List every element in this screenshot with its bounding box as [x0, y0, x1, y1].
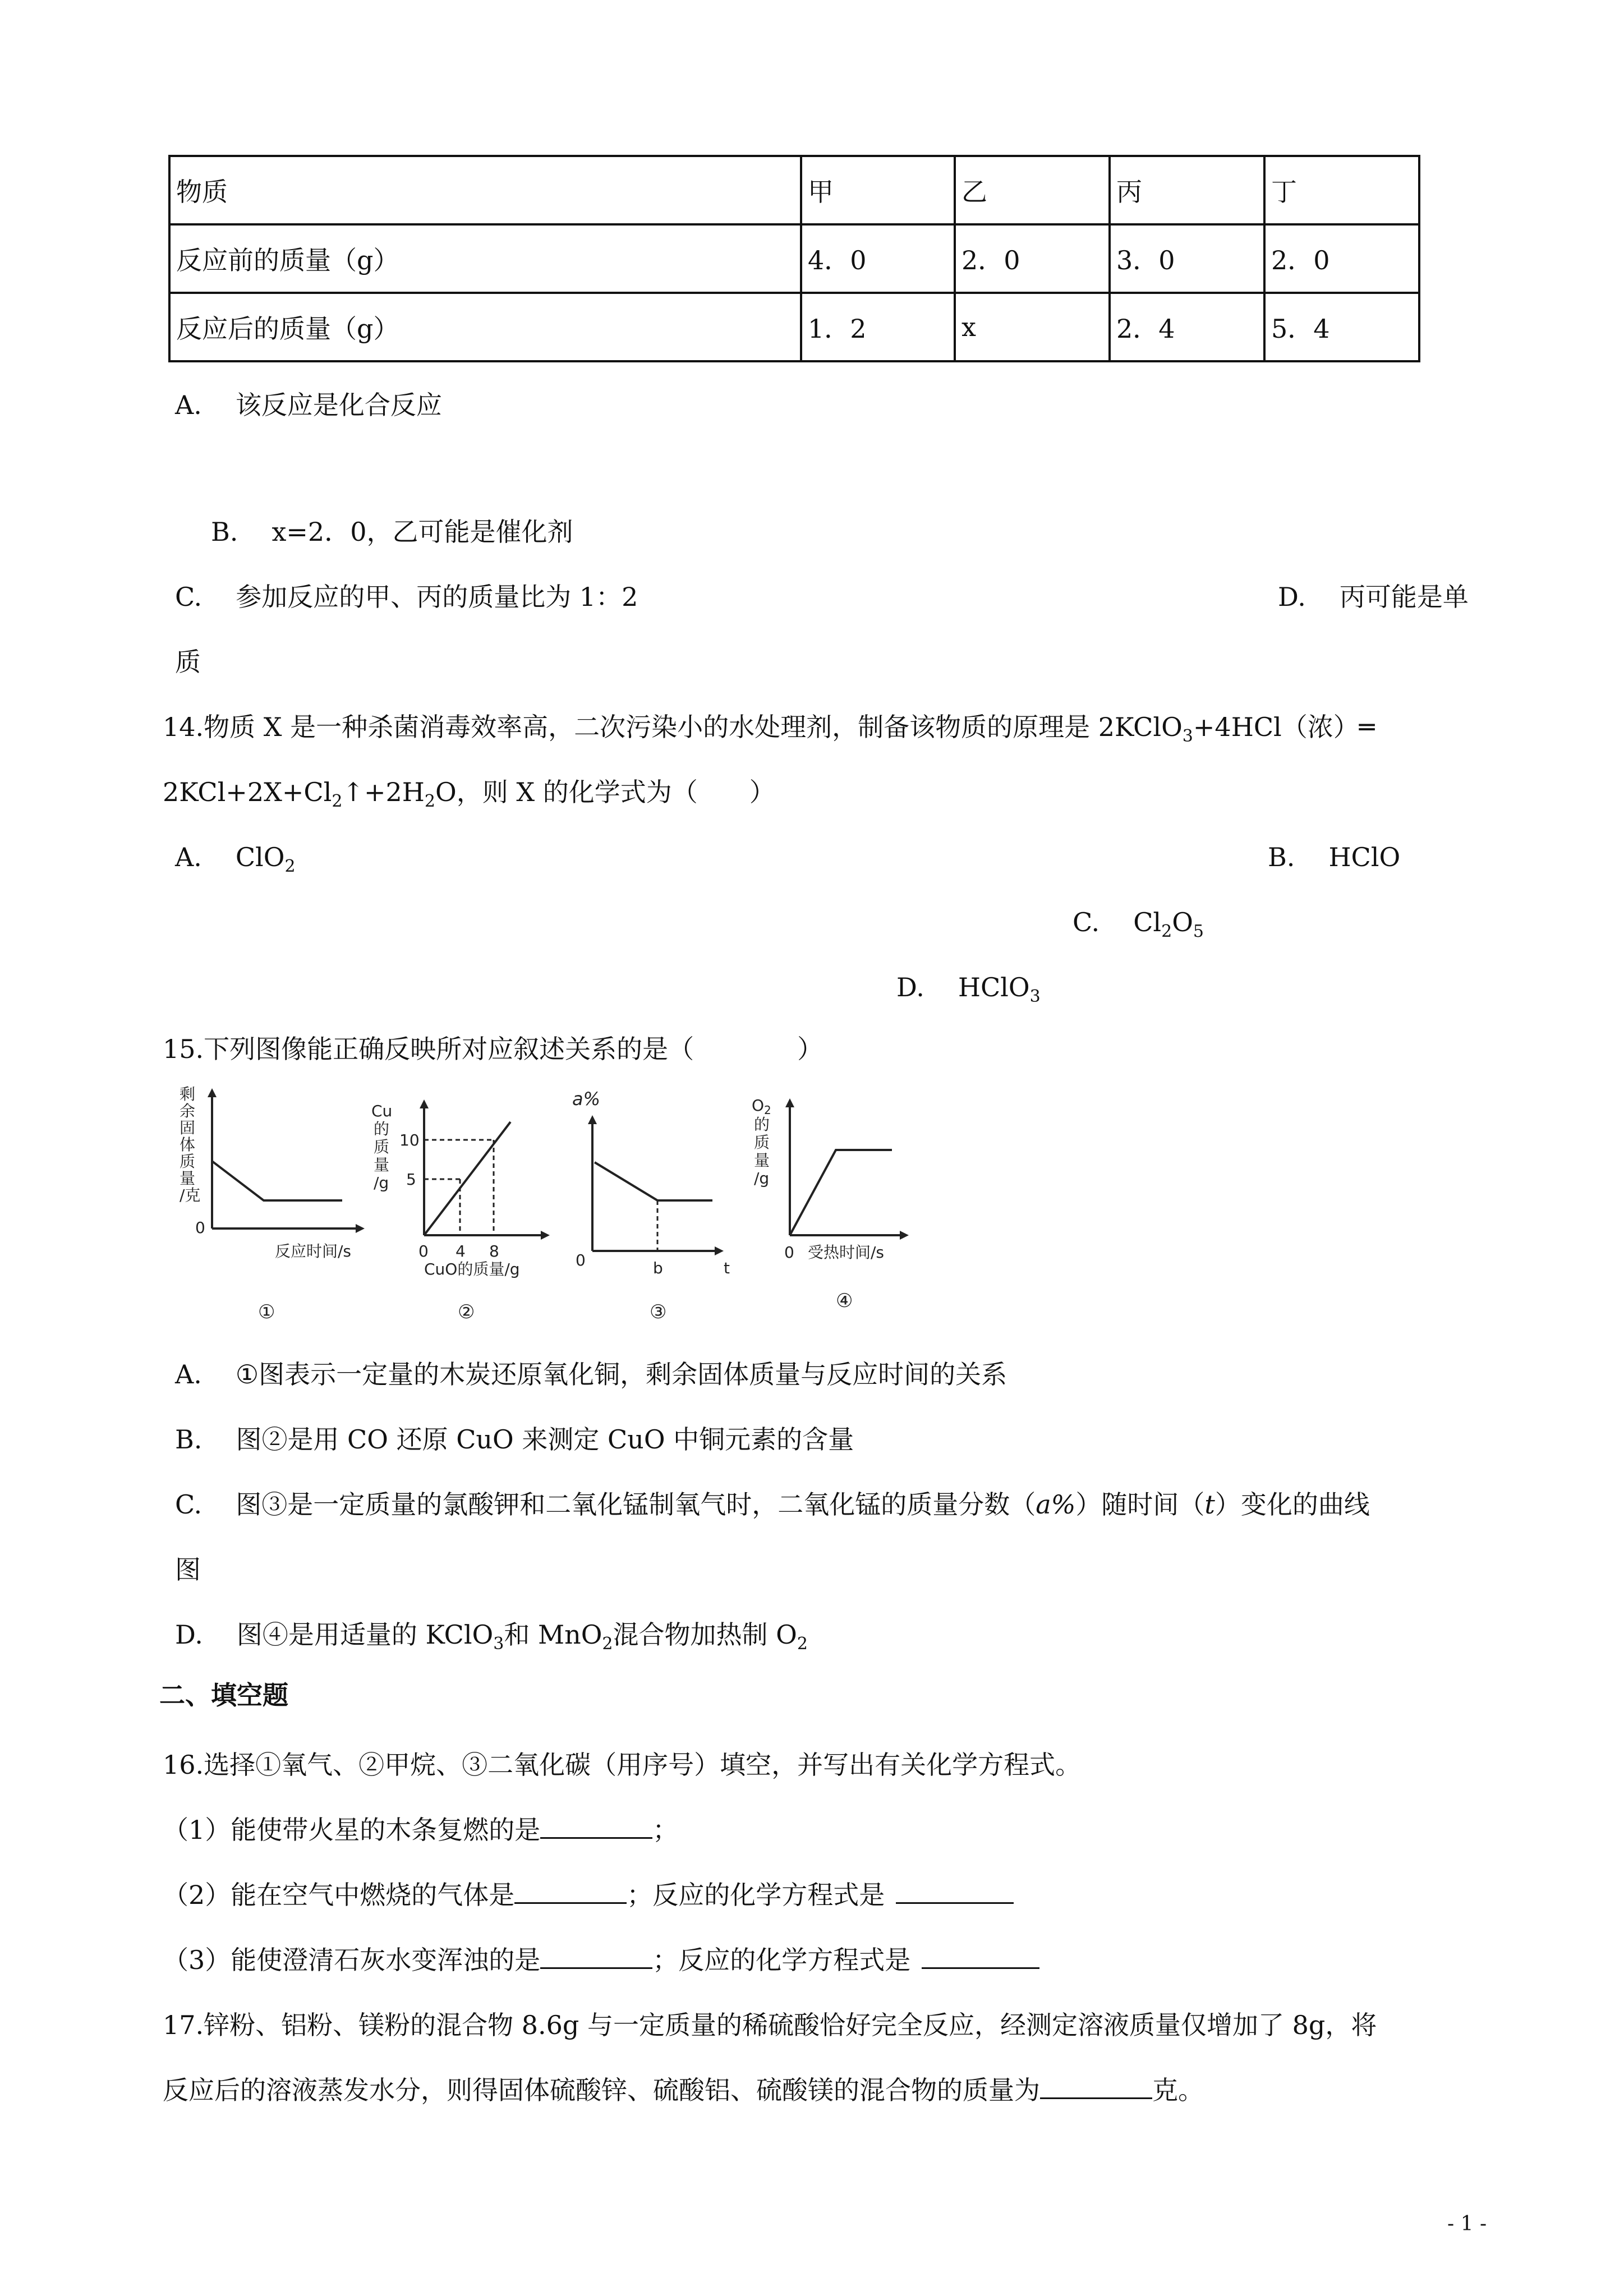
table-cell: 反应后的质量（g）: [169, 293, 801, 361]
answer-blank[interactable]: [540, 1945, 652, 1969]
option-label: A.: [175, 842, 202, 872]
option-text: ）变化的曲线: [1214, 1489, 1370, 1520]
ylabel-char: 质: [180, 1152, 196, 1171]
graph-3-svg: [572, 1088, 752, 1324]
table-cell: 反应前的质量（g）: [169, 224, 801, 293]
q15-option-c-cont: 图: [175, 1554, 201, 1585]
graph-1-svg: [180, 1085, 365, 1324]
ylabel-char: 质: [754, 1133, 770, 1152]
option-label: A.: [175, 1359, 202, 1389]
y-axis-arrow: [208, 1088, 217, 1097]
ylabel-char: [752, 1096, 771, 1117]
option-text: 图②是用 CO 还原 CuO 来测定 CuO 中铜元素的含量: [236, 1424, 854, 1455]
ylabel-char: 质: [374, 1138, 390, 1156]
x-axis-arrow: [715, 1246, 724, 1255]
curve: [595, 1162, 712, 1200]
option-text: ）随时间（: [1075, 1489, 1205, 1520]
option-label: D.: [896, 972, 924, 1002]
subscript: 3: [1029, 987, 1041, 1007]
ylabel-char: /克: [180, 1186, 201, 1204]
option-text: 该反应是化合反应: [235, 390, 442, 420]
subscript: 2: [332, 792, 343, 812]
option-label: B.: [175, 1424, 203, 1455]
q16-part-2: [163, 1878, 1014, 1912]
ylabel-char: 余: [180, 1102, 196, 1120]
y-tick-label: 5: [406, 1170, 416, 1189]
origin-label: 0: [784, 1243, 794, 1262]
q14-stem-line2: [163, 775, 775, 818]
q13-option-d-cont: 质: [175, 647, 201, 677]
option-text: Cl: [1133, 907, 1162, 937]
q15-option-d: [175, 1618, 808, 1661]
ylabel-char: 量: [754, 1151, 770, 1170]
table-row: [169, 224, 1419, 293]
q15-option-a: [175, 1358, 1007, 1391]
x-axis-label: CuO的质量/g: [424, 1260, 520, 1278]
q13-option-b: [211, 515, 573, 549]
text-run: 14.物质 X 是一种杀菌消毒效率高，二次污染小的水处理剂，制备该物质的原理是 2KClO: [163, 712, 1183, 742]
text-run: O，则 X 的化学式为（ ）: [435, 777, 775, 807]
x-tick-label: 0: [418, 1242, 429, 1260]
x-axis-arrow: [900, 1231, 909, 1240]
text-run: ↑+2H: [342, 777, 425, 807]
ylabel-char: 量: [180, 1169, 196, 1188]
q14-stem-line1: [163, 710, 1374, 753]
text-run: （2）能在空气中燃烧的气体是: [163, 1880, 515, 1910]
option-label: A.: [175, 390, 202, 420]
option-label: B.: [211, 517, 238, 547]
graph-caption: ②: [458, 1301, 475, 1323]
graph-caption: ③: [650, 1301, 667, 1323]
table-header-row: [169, 156, 1419, 224]
x-axis-label: 受热时间/s: [808, 1243, 885, 1262]
option-label: C.: [175, 582, 203, 612]
subscript: 2: [602, 1634, 613, 1654]
option-text: 丙可能是单: [1339, 582, 1469, 612]
ylabel-char: 量: [374, 1156, 390, 1174]
y-tick-label: 10: [399, 1131, 420, 1149]
curve: [212, 1161, 342, 1200]
table-cell: 3．0: [1110, 224, 1264, 293]
option-label: C.: [1073, 907, 1100, 937]
subscript: 3: [493, 1634, 504, 1654]
option-text: 混合物加热制 O: [613, 1619, 797, 1650]
origin-label: 0: [195, 1218, 205, 1237]
ylabel-char: /g: [374, 1174, 389, 1192]
q16-part-3: [163, 1943, 1039, 1977]
graph-4-ylabel: [752, 1096, 771, 1188]
y-axis-arrow: [785, 1098, 794, 1107]
ylabel-char: 固: [180, 1119, 196, 1137]
option-text: 图④是用适量的 KClO: [236, 1619, 494, 1650]
q14-option-d: [896, 970, 1041, 1014]
graph-caption: ①: [258, 1301, 275, 1323]
option-text: 图③是一定质量的氯酸钾和二氧化锰制氧气时，二氧化锰的质量分数（: [236, 1489, 1036, 1520]
answer-blank[interactable]: [514, 1880, 627, 1904]
x-tick-label: b: [653, 1259, 663, 1277]
graph-2-ylabel: [371, 1102, 392, 1192]
table-cell: 物质: [169, 156, 801, 224]
table-cell: x: [955, 293, 1110, 361]
text-run: ；: [652, 1815, 679, 1845]
x-tick-label: 4: [456, 1242, 466, 1260]
italic-text: t: [1204, 1489, 1215, 1520]
x-axis-end-label: t: [724, 1259, 730, 1277]
text-run: +4HCl（浓）═: [1193, 712, 1375, 742]
text-run: ；反应的化学方程式是: [652, 1945, 911, 1975]
y-axis-arrow: [420, 1099, 429, 1108]
curve: [424, 1122, 510, 1235]
table-cell: 2．0: [1264, 224, 1419, 293]
option-label: B.: [1268, 842, 1295, 872]
answer-blank[interactable]: [922, 1945, 1039, 1969]
origin-label: 0: [576, 1251, 586, 1269]
page-number: - 1 -: [1447, 2212, 1487, 2235]
table-cell: 甲: [801, 156, 955, 224]
q14-option-c: [1073, 905, 1204, 949]
q14-option-a: [175, 840, 296, 884]
graph-4: [752, 1088, 920, 1326]
subscript: 2: [424, 792, 435, 812]
subscript: 5: [1193, 922, 1204, 942]
q14-option-b: [1268, 840, 1400, 874]
table-cell: 丙: [1110, 156, 1264, 224]
x-axis-arrow: [541, 1231, 550, 1240]
answer-blank[interactable]: [1040, 2075, 1152, 2099]
table-row: [169, 293, 1419, 361]
option-text: 参加反应的甲、丙的质量比为 1：2: [236, 582, 638, 612]
q13-option-c: [175, 580, 638, 614]
table-cell: 丁: [1264, 156, 1419, 224]
graph-4-svg: [752, 1088, 920, 1324]
ylabel-char: 剩: [180, 1085, 196, 1103]
y-axis-arrow: [588, 1115, 597, 1124]
option-text: ①图表示一定量的木炭还原氧化铜，剩余固体质量与反应时间的关系: [235, 1359, 1007, 1389]
subscript: 2: [1161, 922, 1172, 942]
answer-blank[interactable]: [896, 1880, 1014, 1904]
text-run: ；反应的化学方程式是: [627, 1880, 885, 1910]
graph-2-svg: [370, 1088, 555, 1324]
text-run: 2KCl+2X+Cl: [163, 777, 332, 807]
mass-table: [168, 155, 1420, 362]
table-cell: 乙: [955, 156, 1110, 224]
graph-3: [572, 1088, 752, 1326]
text-run: 克。: [1152, 2075, 1204, 2105]
curve: [790, 1150, 892, 1235]
option-label: D.: [175, 1619, 203, 1650]
ylabel-char: 的: [374, 1120, 390, 1138]
text-run: 反应后的溶液蒸发水分，则得固体硫酸锌、硫酸铝、硫酸镁的混合物的质量为: [163, 2075, 1040, 2105]
answer-blank[interactable]: [540, 1815, 652, 1839]
q15-option-c: [175, 1488, 1370, 1521]
table-cell: 5．4: [1264, 293, 1419, 361]
table-cell: 1．2: [801, 293, 955, 361]
table-cell: 2．0: [955, 224, 1110, 293]
italic-text: a%: [1036, 1489, 1076, 1520]
graph-1: [180, 1085, 365, 1326]
subscript: 2: [797, 1634, 808, 1654]
option-text: x=2．0，乙可能是催化剂: [272, 517, 573, 547]
ylabel-char: Cu: [371, 1102, 393, 1120]
graph-1-ylabel: [180, 1085, 200, 1204]
y-axis-label: a%: [572, 1088, 601, 1110]
ylabel-char: 的: [754, 1115, 770, 1134]
x-tick-label: 8: [489, 1242, 499, 1260]
option-text: O: [1172, 907, 1193, 937]
q13-option-a: [175, 388, 442, 422]
x-axis-label: 反应时间/s: [275, 1242, 352, 1260]
text-run: （1）能使带火星的木条复燃的是: [163, 1815, 541, 1845]
q17-line-1: 17.锌粉、铝粉、镁粉的混合物 8.6g 与一定质量的稀硫酸恰好完全反应，经测定溶液质量仅增加了 8g，将: [163, 2010, 1377, 2040]
section-heading: 二、填空题: [159, 1680, 288, 1710]
table-cell: 4．0: [801, 224, 955, 293]
q16-stem: 16.选择①氧气、②甲烷、③二氧化碳（用序号）填空，并写出有关化学方程式。: [163, 1750, 1082, 1780]
option-label: D.: [1278, 582, 1306, 612]
option-text: HClO: [1328, 842, 1401, 872]
ylabel-char: /g: [754, 1169, 770, 1188]
ylabel-sub: 2: [764, 1103, 771, 1117]
option-text: 和 MnO: [504, 1619, 602, 1650]
graph-caption: ④: [836, 1290, 853, 1312]
graph-2: [370, 1088, 555, 1326]
q16-part-1: [163, 1813, 678, 1847]
subscript: 2: [284, 857, 296, 877]
q15-stem: 15.下列图像能正确反映所对应叙述关系的是（ ）: [163, 1034, 823, 1064]
table-cell: 2．4: [1110, 293, 1264, 361]
option-text: ClO: [235, 842, 285, 872]
subscript: 3: [1182, 726, 1193, 747]
q15-option-b: [175, 1423, 854, 1456]
text-run: （3）能使澄清石灰水变浑浊的是: [163, 1945, 541, 1975]
x-axis-arrow: [356, 1224, 365, 1233]
option-text: HClO: [958, 972, 1030, 1002]
ylabel-o: O: [752, 1096, 765, 1115]
q17-line-2: [163, 2073, 1204, 2107]
option-label: C.: [175, 1489, 203, 1520]
ylabel-char: 体: [180, 1135, 196, 1154]
q13-option-d: [1278, 580, 1469, 614]
